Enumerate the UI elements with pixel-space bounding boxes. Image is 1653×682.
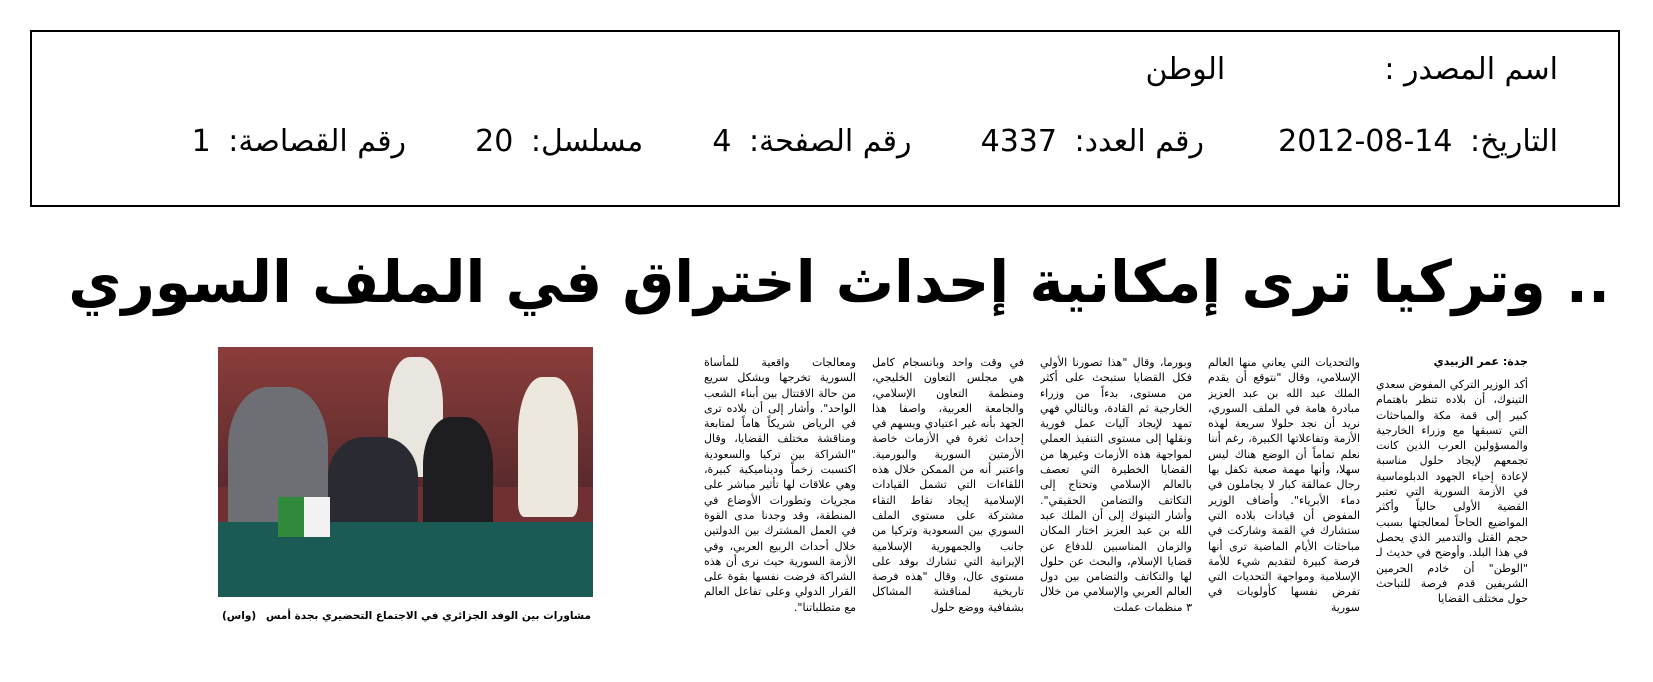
- serial-value: 20: [475, 124, 514, 159]
- photo-caption: مشاورات بين الوفد الجزائري في الاجتماع التحضيري بجدة أمس: [266, 610, 591, 622]
- flag-graphic: [278, 497, 304, 537]
- source-info-box: [30, 30, 1620, 207]
- article-column-2: [1208, 355, 1360, 655]
- column-text: وبورما، وقال "هذا تصورنا الأولي فكل القضايا ستبحث على أكثر من مستوى، بدءاً من وزراء الخارجية ثم القادة، وبالتالي فهي تمهد لإيجاد آليات عمل فورية ونقلها إلى مستوى التنفيذ العملي لمواجهة هذه الأزمات وغيرها من القضايا الخطيرة التي تعصف بالعالم الإسلامي وتحتاج إلى التكاتف والتضامن الحقيقي". وأشار التينوك إلى أن الملك عبد الله بن عبد العزيز اختار المكان والزمان المناسبين للدفاع عن قضايا الإسلام، والبحث عن حلول لها والتكاتف والتضامن بين دول العالم العربي والإسلامي من خلال ٣ منظمات عملت: [1040, 356, 1192, 614]
- article-column-3: [1040, 355, 1192, 655]
- date-label: التاريخ:: [1470, 124, 1558, 159]
- column-text: أكد الوزير التركي المفوض سعدي التينوك، أن بلاده تنظر باهتمام كبير إلى قمة مكة والمباحثات التي تسبقها مع وزراء الخارجية والمسؤولين العرب الذين كانت تجمعهم لإيجاد حلول مناسبة لإعادة إحياء الجهود الدبلوماسية في الأزمة السورية التي تعتبر القضية الأولى حالياً وأكثر المواضيع الحاحاً لمعالجتها بسبب حجم القتل والتدمير الذي يحصل في هذا البلد. وأوضح في حديث لـ "الوطن" أن خادم الحرمين الشريفين قدم فرصة للتباحث حول مختلف القضايا: [1376, 378, 1528, 606]
- issue-value: 4337: [980, 124, 1057, 159]
- photo-figure: [423, 417, 493, 537]
- date-value: 2012-08-14: [1278, 124, 1453, 159]
- photo-figure: [518, 377, 578, 517]
- photo-caption-bar: [218, 605, 593, 627]
- clip-label: رقم القصاصة:: [228, 124, 407, 159]
- source-label: اسم المصدر :: [1384, 52, 1558, 87]
- article-body: [218, 355, 1528, 655]
- article-headline: .. وتركيا ترى إمكانية إحداث اختراق في الملف السوري: [68, 248, 1610, 316]
- page-label: رقم الصفحة:: [748, 124, 912, 159]
- serial-label: مسلسل:: [530, 124, 644, 159]
- column-text: ومعالجات واقعية للمأساة السورية تخرجها وبشكل سريع من حالة الاقتتال بين أبناء الشعب الواحد". وأشار إلى أن بلاده ترى في الرياض شريكاً هاماً لمتابعة ومناقشة مختلف القضايا، وقال "الشراكة بين تركيا والسعودية اكتسبت زخماً وديناميكية كبيرة، وهي علاقات لها تأثير مباشر على مجريات وتطورات الأوضاع في المنطقة، وقد وجدنا مدى القوة في العمل المشترك بين الدولتين خلال أحداث الربيع العربي، وفي الأزمة السورية حيث نرى أن هذه الشراكة فرضت نفسها بقوة على القرار الدولي وعلى تفاعل العالم مع متطلباتنا".: [704, 356, 856, 614]
- source-line: [1146, 52, 1558, 87]
- photo-table: [218, 522, 593, 597]
- column-text: والتحديات التي يعاني منها العالم الإسلامي، وقال "نتوقع أن يقدم الملك عبد الله بن عبد العزيز مبادرة هامة في الملف السوري، نريد أن نجد حلولا سريعة لهذه الأزمة وتفاعلاتها الكبيرة، رغم أننا نعلم تماماً أن الوضع هناك ليس سهلا، وأنها مهمة صعبة تكفل بها رجال عمالقة كبار لا يجاملون في دماء الأبرياء". وأضاف الوزير المفوض أن قيادات بلاده التي ستشارك في القمة وشاركت في مباحثات الأيام الماضية ترى أنها فرصة كبيرة لتقديم شيء للأمة الإسلامية ومواجهة التحديات التي تفرض نفسها كأولويات في سورية: [1208, 356, 1360, 614]
- article-column-4: [872, 355, 1024, 655]
- page-value: 4: [712, 124, 732, 159]
- clip-value: 1: [191, 124, 211, 159]
- column-text: في وقت واحد وبانسجام كامل هي مجلس التعاون الخليجي، ومنظمة التعاون الإسلامي، والجامعة العربية، واصفا هذا الجهد بأنه غير اعتيادي ويسهم في إحداث ثغرة في الأزمات خاصة الأزمتين السورية والبورمية. واعتبر أنه من الممكن خلال هذه اللقاءات التي تشمل القيادات الإسلامية إيجاد نقاط التقاء مشتركة على مستوى الملف السوري بين السعودية وتركيا من جانب والجمهورية الإسلامية الإيرانية التي تشارك بوفد على مستوى عال، وقال "هذه فرصة تاريخية لمناقشة المشاكل بشفافية ووضع حلول: [872, 356, 1024, 614]
- source-value: الوطن: [1145, 52, 1226, 87]
- article-column-1: [1376, 377, 1528, 655]
- byline: جدة: عمر الزبيدي: [1433, 355, 1528, 368]
- flag-graphic: [304, 497, 330, 537]
- article-photo: [218, 347, 593, 597]
- meta-line: [192, 124, 1558, 159]
- issue-label: رقم العدد:: [1074, 124, 1205, 159]
- photo-credit: (واس): [222, 610, 257, 622]
- article-column-5: [704, 355, 856, 655]
